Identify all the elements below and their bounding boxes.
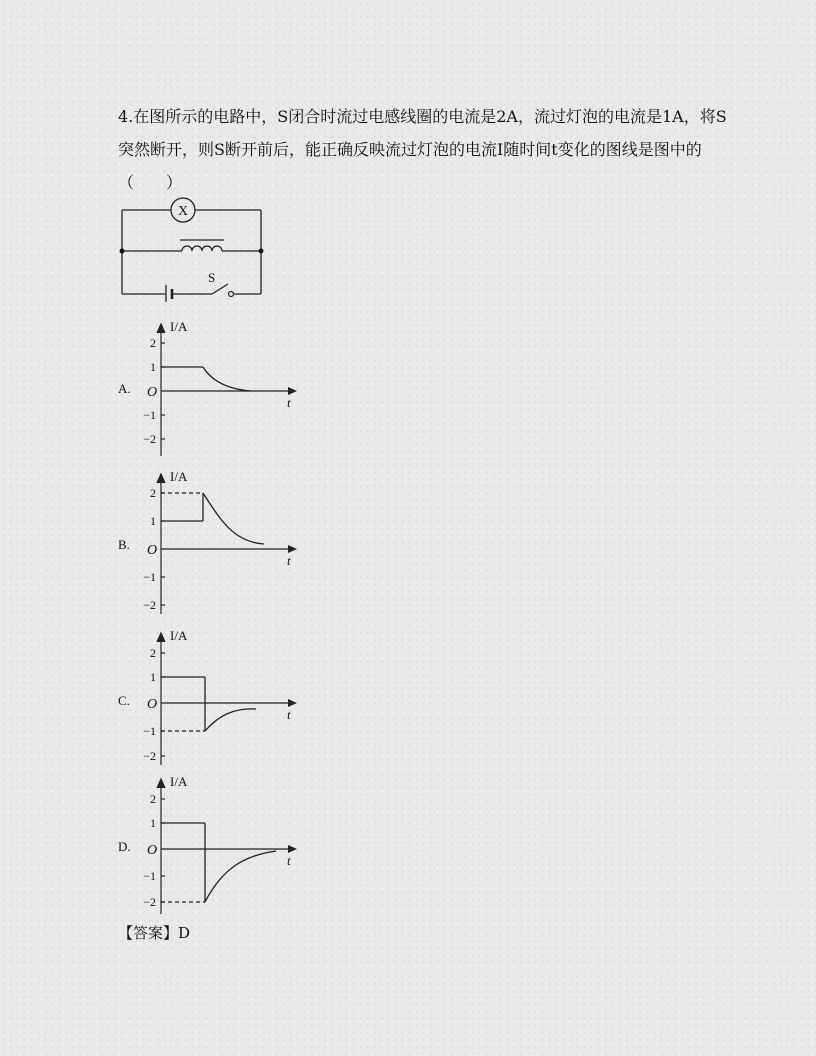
svg-text:−1: −1 [143,408,156,422]
question-line-1: 4.在图所示的电路中，S闭合时流过电感线圈的电流是2A，流过灯泡的电流是1A，将S [118,107,727,126]
origin-label: O [147,385,158,400]
svg-text:−1: −1 [143,724,156,738]
svg-text:t: t [287,853,291,868]
svg-text:−1: −1 [143,570,156,584]
svg-text:2: 2 [150,792,156,806]
svg-text:−2: −2 [143,432,156,446]
svg-text:1: 1 [150,816,156,830]
x-axis-label: t [287,395,291,410]
graph-d [116,771,306,919]
svg-text:t: t [287,553,291,568]
question-text [118,100,727,199]
svg-text:1: 1 [150,360,156,374]
decay-curve [203,367,251,391]
graph-b [116,466,306,616]
svg-text:O: O [147,697,158,712]
svg-text:−1: −1 [143,869,156,883]
option-a-label: A. [118,381,131,396]
switch-label: S [208,270,216,285]
svg-text:2: 2 [150,486,156,500]
svg-text:−2: −2 [143,749,156,763]
question-line-2: 突然断开，则S断开前后，能正确反映流过灯泡的电流I随时间t变化的图线是图中的 [118,140,702,159]
lamp-symbol: X [177,204,189,219]
y-axis-label: I/A [170,319,188,334]
option-d-label: D. [118,839,131,854]
svg-text:2: 2 [150,336,156,350]
svg-text:2: 2 [150,646,156,660]
svg-text:t: t [287,707,291,722]
battery-icon [166,285,172,302]
graph-a [116,316,306,461]
svg-text:−2: −2 [143,598,156,612]
circuit-diagram [116,196,276,302]
svg-text:I/A: I/A [170,469,188,484]
svg-text:1: 1 [150,514,156,528]
switch-icon [229,292,234,297]
option-b-label: B. [118,537,130,552]
inductor-icon [182,246,222,251]
svg-text:I/A: I/A [170,628,188,643]
answer-value: D [178,924,191,942]
svg-text:I/A: I/A [170,774,188,789]
svg-text:1: 1 [150,670,156,684]
answer-line [118,922,190,943]
answer-label: 【答案】 [118,924,179,942]
svg-text:O: O [147,543,158,558]
question-line-3: （ ） [118,173,183,192]
svg-text:−2: −2 [143,895,156,909]
svg-text:O: O [147,843,158,858]
graph-c [116,625,306,770]
option-c-label: C. [118,693,130,708]
decay-curve [203,493,264,544]
